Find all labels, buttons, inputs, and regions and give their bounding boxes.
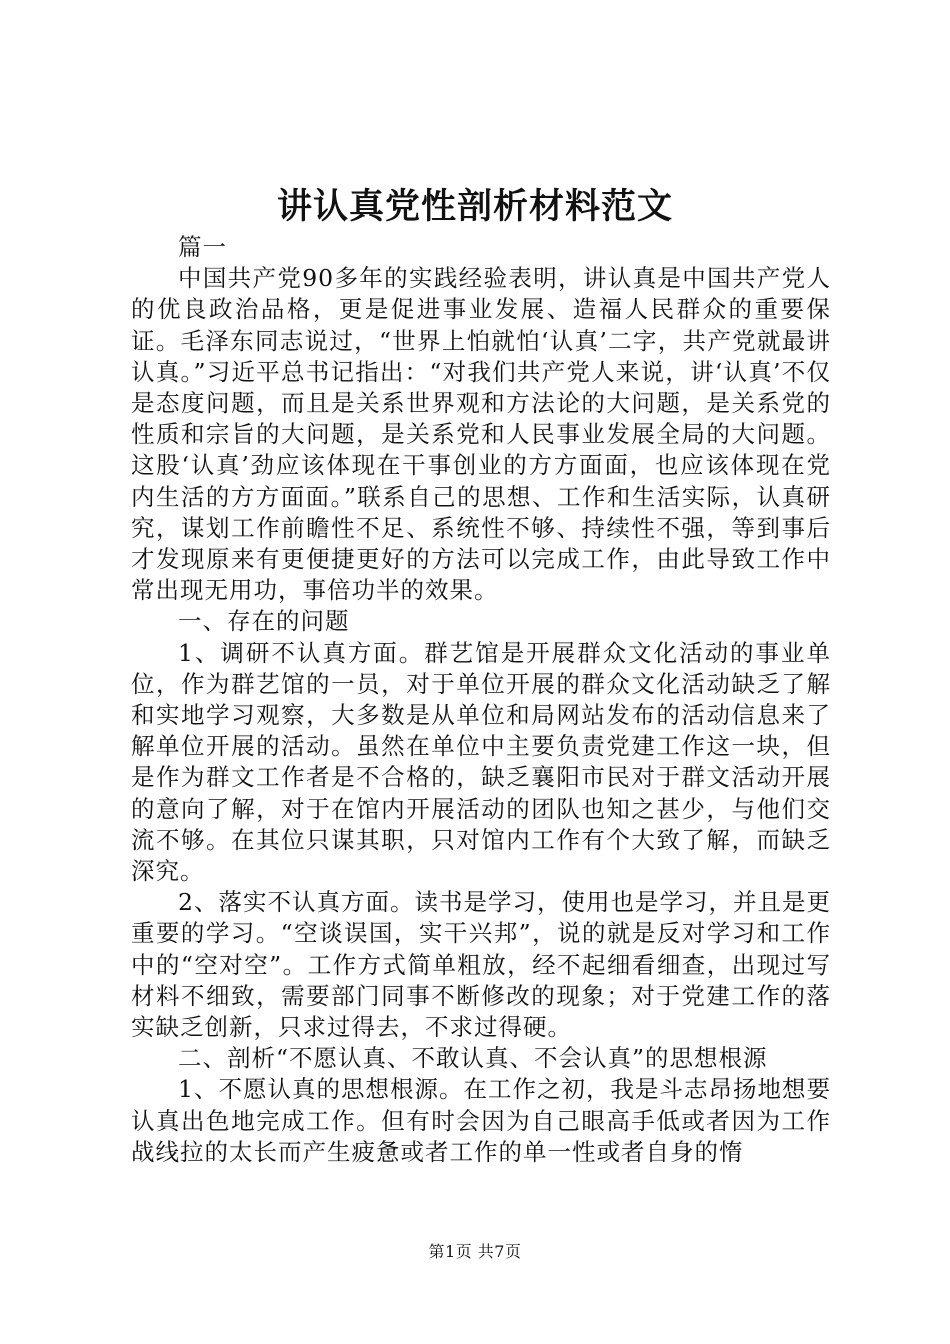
heading-root-cause-analysis: 二、剖析“不愿认真、不敢认真、不会认真”的思想根源: [178, 1044, 768, 1073]
heading-existing-problems: 一、存在的问题: [178, 607, 350, 636]
page-footer: 第1页 共7页: [428, 1242, 522, 1261]
paragraph-intro: 中国共产党90多年的实践经验表明，讲认真是中国共产党人的优良政治品格，更是促进事业发展、造福人民群众的重要保证。毛泽东同志说过，“世界上怕就怕‘认真’二字，共产党就最讲认真。”习近平总书记指出：“对我们共产党人来说，讲‘认真’不仅是态度问题，而且是关系世界观和方法论的大问题，是关系党的性质和宗旨的大问题，是关系党和人民事业发展全局的大问题。这股‘认真’劲应该体现在干事创业的方方面面，也应该体现在党内生活的方方面面。”联系自己的思想、工作和生活实际，认真研究，谋划工作前瞻性不足、系统性不够、持续性不强，等到事后才发现原来有更便捷更好的方法可以完成工作，由此导致工作中常出现无用功，事倍功半的效果。: [131, 264, 831, 605]
document-body: [131, 232, 831, 1168]
paragraph-research-issue: 1、调研不认真方面。群艺馆是开展群众文化活动的事业单位，作为群艺馆的一员，对于单位开展的群众文化活动缺乏了解和实地学习观察，大多数是从单位和局网站发布的活动信息来了解单位开展的活动。虽然在单位中主要负责党建工作这一块，但是作为群文工作者是不合格的，缺乏襄阳市民对于群文活动开展的意向了解，对于在馆内开展活动的团队也知之甚少，与他们交流不够。在其位只谋其职，只对馆内工作有个大致了解，而缺乏深究。: [131, 638, 831, 886]
paragraph-unwilling-root-cause: 1、不愿认真的思想根源。在工作之初，我是斗志昂扬地想要认真出色地完成工作。但有时会因为自己眼高手低或者因为工作战线拉的太长而产生疲惫或者工作的单一性或者自身的惰: [131, 1075, 831, 1166]
paragraph-section-label: 篇一: [178, 233, 227, 261]
document-title: 讲认真党性剖析材料范文: [276, 187, 673, 227]
paragraph-implementation-issue: 2、落实不认真方面。读书是学习，使用也是学习，并且是更重要的学习。“空谈误国，实干兴邦”，说的就是反对学习和工作中的“空对空”。工作方式简单粗放，经不起细看细查，出现过写材料不细致，需要部门同事不断修改的现象；对于党建工作的落实缺乏创新，只求过得去，不求过得硬。: [131, 888, 831, 1042]
